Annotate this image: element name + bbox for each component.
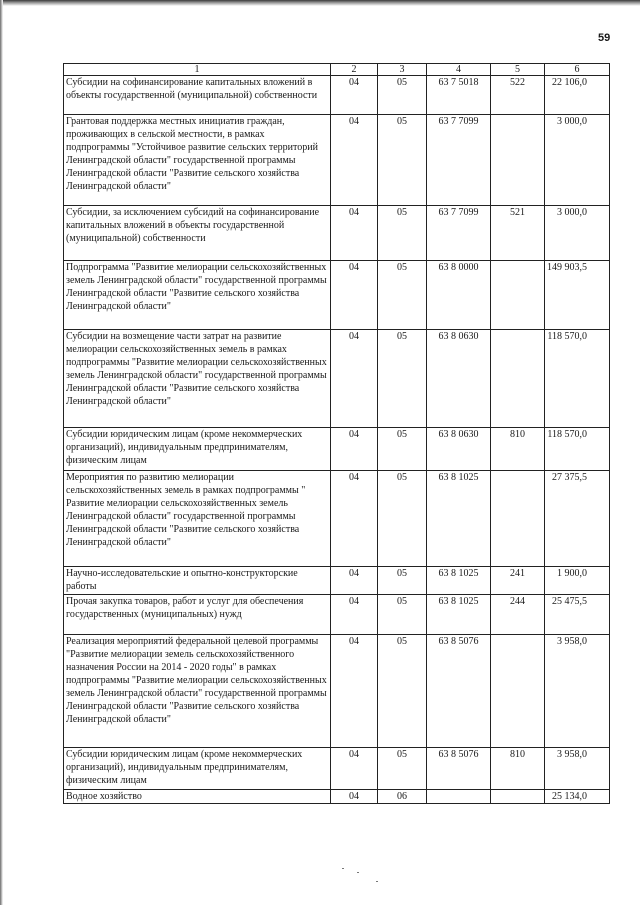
section-code: 04 [331,748,378,790]
target-article-code: 63 7 7099 [427,206,491,261]
amount: 3 000,0 [545,206,610,261]
scan-speck [357,872,359,873]
item-name: Грантовая поддержка местных инициатив граждан, проживающих в сельской местности, в рамках подпрограммы "Устойчивое развитие сельских территорий Ленинградской области" государственной программы Ленинградской области "Развитие сельского хозяйства Ленинградской области" [64,115,331,206]
amount: 25 475,5 [545,595,610,635]
expense-type-code [491,115,545,206]
item-name: Водное хозяйство [64,790,331,804]
item-name: Субсидии на возмещение части затрат на развитие мелиорации сельскохозяйственных земель в рамках подпрограммы "Развитие мелиорации сельскохозяйственных земель Ленинградской области" государственной программы Ленинградской области "Развитие сельского хозяйства Ленинградской области" [64,330,331,428]
amount: 118 570,0 [545,428,610,471]
target-article-code [427,790,491,804]
table-row [64,595,610,635]
subsection-code: 05 [378,595,427,635]
table-row [64,471,610,567]
expense-type-code [491,261,545,330]
expense-type-code [491,471,545,567]
section-code: 04 [331,790,378,804]
section-code: 04 [331,115,378,206]
scan-speck [376,881,378,882]
section-code: 04 [331,76,378,115]
section-code: 04 [331,206,378,261]
expense-type-code: 810 [491,748,545,790]
item-name: Мероприятия по развитию мелиорации сельскохозяйственных земель в рамках подпрограммы " Развитие мелиорации сельскохозяйственных земель Ленинградской области" государственной программы Ленинградской области "Развитие сельского хозяйства Ленинградской области" [64,471,331,567]
column-header: 2 [331,64,378,76]
page-number: 59 [598,32,611,44]
subsection-code: 05 [378,330,427,428]
column-header: 4 [427,64,491,76]
expense-type-code: 521 [491,206,545,261]
table-row [64,206,610,261]
amount: 149 903,5 [545,261,610,330]
amount: 25 134,0 [545,790,610,804]
section-code: 04 [331,635,378,748]
target-article-code: 63 8 5076 [427,635,491,748]
scan-edge [0,0,640,6]
amount: 3 000,0 [545,115,610,206]
subsection-code: 05 [378,635,427,748]
column-header: 3 [378,64,427,76]
amount: 3 958,0 [545,635,610,748]
item-name: Субсидии юридическим лицам (кроме некоммерческих организаций), индивидуальным предпринимателям, физическим лицам [64,428,331,471]
table-row [64,567,610,595]
subsection-code: 05 [378,76,427,115]
subsection-code: 05 [378,428,427,471]
table-row [64,76,610,115]
target-article-code: 63 8 0630 [427,330,491,428]
table-header-row [64,64,610,76]
column-header: 5 [491,64,545,76]
item-name: Научно-исследовательские и опытно-конструкторские работы [64,567,331,595]
section-code: 04 [331,567,378,595]
table-row [64,261,610,330]
item-name: Субсидии юридическим лицам (кроме некоммерческих организаций), индивидуальным предпринимателям, физическим лицам [64,748,331,790]
scan-speck [342,868,344,869]
subsection-code: 05 [378,115,427,206]
target-article-code: 63 8 1025 [427,567,491,595]
expense-type-code: 244 [491,595,545,635]
target-article-code: 63 8 0000 [427,261,491,330]
amount: 27 375,5 [545,471,610,567]
scan-edge-left [0,0,3,905]
section-code: 04 [331,428,378,471]
section-code: 04 [331,595,378,635]
table-row [64,790,610,804]
target-article-code: 63 8 5076 [427,748,491,790]
subsection-code: 05 [378,567,427,595]
budget-table [63,63,610,804]
table-row [64,330,610,428]
item-name: Субсидии на софинансирование капитальных вложений в объекты государственной (муниципальной) собственности [64,76,331,115]
expense-type-code [491,330,545,428]
column-header: 6 [545,64,610,76]
table-row [64,748,610,790]
target-article-code: 63 8 0630 [427,428,491,471]
subsection-code: 05 [378,261,427,330]
section-code: 04 [331,261,378,330]
amount: 118 570,0 [545,330,610,428]
target-article-code: 63 8 1025 [427,595,491,635]
section-code: 04 [331,330,378,428]
amount: 3 958,0 [545,748,610,790]
table-row [64,115,610,206]
expense-type-code: 810 [491,428,545,471]
expense-type-code: 241 [491,567,545,595]
target-article-code: 63 7 7099 [427,115,491,206]
table-row [64,635,610,748]
section-code: 04 [331,471,378,567]
expense-type-code [491,635,545,748]
subsection-code: 05 [378,471,427,567]
item-name: Прочая закупка товаров, работ и услуг для обеспечения государственных (муниципальных) нужд [64,595,331,635]
target-article-code: 63 7 5018 [427,76,491,115]
subsection-code: 05 [378,206,427,261]
target-article-code: 63 8 1025 [427,471,491,567]
expense-type-code: 522 [491,76,545,115]
item-name: Реализация мероприятий федеральной целевой программы "Развитие мелиорации земель сельскохозяйственного назначения России на 2014 - 2020 годы" в рамках подпрограммы "Развитие мелиорации сельскохозяйственных земель Ленинградской области" государственной программы Ленинградской области "Развитие сельского хозяйства Ленинградской области" [64,635,331,748]
subsection-code: 06 [378,790,427,804]
expense-type-code [491,790,545,804]
amount: 22 106,0 [545,76,610,115]
item-name: Подпрограмма "Развитие мелиорации сельскохозяйственных земель Ленинградской области" государственной программы Ленинградской области "Развитие сельского хозяйства Ленинградской области" [64,261,331,330]
item-name: Субсидии, за исключением субсидий на софинансирование капитальных вложений в объекты государственной (муниципальной) собственности [64,206,331,261]
amount: 1 900,0 [545,567,610,595]
subsection-code: 05 [378,748,427,790]
table-row [64,428,610,471]
column-header: 1 [64,64,331,76]
